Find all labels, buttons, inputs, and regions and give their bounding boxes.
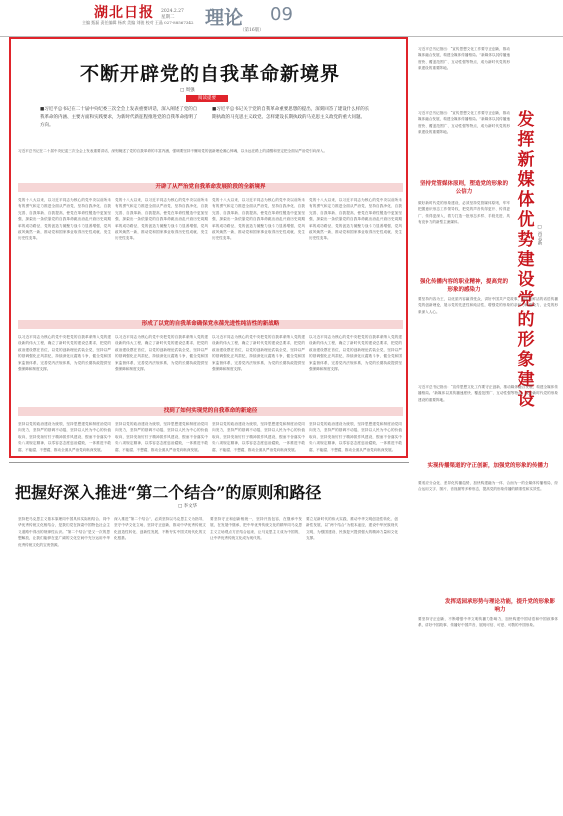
article-text-col: 坚持以党的政治建设为统领，坚持思想建党和制度治党同向发力，坚持严的基调不动摇，坚持以人民为中心的价值取向，坚持发扬钉钉子精神抓作风建设，锲而不舍落实中央八项规定精神，以零容忍态度惩治腐败，一体推进不敢腐、不能腐、不想腐，推动全面从严治党向纵深发展。 — [309, 422, 402, 452]
bottom-subheading: 发挥适园承形势与理论功能，提升党的形象影响力 — [445, 599, 556, 613]
bottom-text-col: 要坚持守正和创新相统一，坚持开放包容，在继承中发展，在发展中继承，把中华优秀传统文化的精华同马克思主义立场观点方法结合起来，让马克思主义成为中国的，让中华优秀传统文化成为现代的。 — [210, 517, 302, 541]
edition-label: （第16版） — [240, 28, 264, 33]
bottom-text-col: 要立足新时代的伟大实践，推动中华文明创造性转化、创新性发展，以“两个结合”为根本途径，建设中华民族现代文明，为强国建设、民族复兴提供强大的精神力量和文化支撑。 — [306, 517, 398, 541]
article-text-col: 党的十八大以来，以习近平同志为核心的党中央以前所未有的勇气和定力推进全面从严治党，坚持自我净化、自我完善、自我革新、自我提高，使党在革命性锻造中更加坚强，探索出一条依靠党的自我革命跳出治乱兴衰历史周期率的成功路径，党的创造力凝聚力战斗力显著增强，党风政风焕然一新，推动党和国家事业取得历史性成就、发生历史性变革。 — [18, 198, 111, 241]
bottom-right-text: 要坚持守正创新，不断增强中华文明传播力影响力，加快构建中国话语和中国叙事体系，讲好中国故事、传播好中国声音，展现可信、可爱、可敬的中国形象。 — [418, 617, 558, 628]
section-heading-3: 找到了如何实现党的自我革命的新途径 — [18, 407, 403, 416]
article-text-col: 坚持以党的政治建设为统领，坚持思想建党和制度治党同向发力，坚持严的基调不动摇，坚持以人民为中心的价值取向，坚持发扬钉钉子精神抓作风建设，锲而不舍落实中央八项规定精神，以零容忍态度惩治腐败，一体推进不敢腐、不能腐、不想腐，推动全面从严治党向纵深发展。 — [18, 422, 111, 452]
article-text-col: 以习近平同志为核心的党中央把党的自我革命纳入党的建设新的伟大工程，确立了新时代党的建设总要求，把党的政治建设摆在首位，以党的创新理论武装全党，坚持以严的基调强化正风肃纪，持续深化反腐败斗争，健全党和国家监督体系，完善党内法规体系，为党的长期执政提供坚强保障和制度支撑。 — [18, 335, 111, 372]
abstract-right: ■习近平总书记关于党的自我革命重要思想的提出，深刻回答了建设什么样的长期执政的马克思主义政党、怎样建设长期执政的马克思主义政党的重大问题。 — [212, 107, 370, 120]
masthead-info: 主编 甄磊 责任编辑 杨欢 美编 刘骏 校对 王晶 027-88567342 — [82, 20, 194, 25]
abstract-left: ■习近平总书记在二十届中央纪委三次全会上发表重要讲话，深入阐述了党的自我革命的内涵、主要方面和实践要求，为新时代新征程推进党的自我革命指明了方向。 — [40, 107, 198, 128]
sidebar-text: 习近平总书记指出：“宣传思想文化工作要守正创新，推动媒体融合发展，构建全媒体传播格局。”新媒体以其传播速度快、覆盖范围广、互动性强等特点，成为新时代党的形象建设的重要阵地。 — [418, 385, 558, 402]
article-text-col: 坚持以党的政治建设为统领，坚持思想建党和制度治党同向发力，坚持严的基调不动摇，坚持以人民为中心的价值取向，坚持发扬钉钉子精神抓作风建设，锲而不舍落实中央八项规定精神，以零容忍态度惩治腐败，一体推进不敢腐、不能腐、不想腐，推动全面从严治党向纵深发展。 — [115, 422, 208, 452]
section-name: 理论 — [205, 7, 244, 29]
section-heading-2: 形成了以党的自我革命确保党永葆先进性纯洁性的新战略 — [18, 320, 403, 329]
masthead: 湖北日报 — [94, 5, 154, 21]
page-number: 09 — [270, 4, 293, 25]
sidebar-subheading-1: 坚持党管媒体原则，塑造党的形象的公信力 — [419, 181, 508, 195]
sidebar-author: □ 肖志新 — [537, 225, 542, 245]
sidebar-text: 要坚持内容为王，以优质内容赢得受众，讲好中国共产党故事，用生动鲜活的话语传播党的创新理论，展示党的先进性和纯洁性，增强党的形象的亲和力和感染力，让党的形象深入人心。 — [418, 297, 558, 314]
section-divider — [9, 462, 409, 463]
sidebar-text: 做好新时代党的形象建设，必须坚持党管媒体原则，牢牢把握意识形态工作领导权，把党的声音传得更开、传得更广、传得更深入，着力打造一批形态多样、手段先进、具有竞争力的新型主流媒体。 — [418, 201, 510, 225]
article-text-col: 以习近平同志为核心的党中央把党的自我革命纳入党的建设新的伟大工程，确立了新时代党的建设总要求，把党的政治建设摆在首位，以党的创新理论武装全党，坚持以严的基调强化正风肃纪，持续深化反腐败斗争，健全党和国家监督体系，完善党内法规体系，为党的长期执政提供坚强保障和制度支撑。 — [309, 335, 402, 372]
bottom-text-col: 深入推进“第二个结合”，必须坚持以马克思主义为指导，坚守中华文化立场，坚持守正创新，推动中华优秀传统文化创造性转化、创新性发展，不断夯实中国式现代化的文化根基。 — [114, 517, 206, 541]
article-author-main: □ 周强 — [180, 88, 195, 93]
article-text-col: 以习近平同志为核心的党中央把党的自我革命纳入党的建设新的伟大工程，确立了新时代党的建设总要求，把党的政治建设摆在首位，以党的创新理论武装全党，坚持以严的基调强化正风肃纪，持续深化反腐败斗争，健全党和国家监督体系，完善党内法规体系，为党的长期执政提供坚强保障和制度支撑。 — [212, 335, 305, 372]
article-text-col: 以习近平同志为核心的党中央把党的自我革命纳入党的建设新的伟大工程，确立了新时代党的建设总要求，把党的政治建设摆在首位，以党的创新理论武装全党，坚持以严的基调强化正风肃纪，持续深化反腐败斗争，健全党和国家监督体系，完善党内法规体系，为党的长期执政提供坚强保障和制度支撑。 — [115, 335, 208, 372]
article-text-col: 党的十八大以来，以习近平同志为核心的党中央以前所未有的勇气和定力推进全面从严治党，坚持自我净化、自我完善、自我革新、自我提高，使党在革命性锻造中更加坚强，探索出一条依靠党的自我革命跳出治乱兴衰历史周期率的成功路径，党的创造力凝聚力战斗力显著增强，党风政风焕然一新，推动党和国家事业取得历史性成就、发生历史性变革。 — [212, 198, 305, 241]
summary-badge: 阅读提要 — [186, 95, 228, 102]
article-intro: 习近平总书记在二十届中央纪委三次全会上发表重要讲话，深刻阐述了党的自我革命的丰富内涵，强调要坚持不懈用党的创新理论凝心铸魂，以永远在路上的清醒和坚定把全面从严治党引向深入。 — [18, 149, 328, 153]
date-line-1: 2024.2.27 — [161, 9, 184, 14]
date-line-2: 星期二 — [161, 15, 175, 20]
article-text-col: 党的十八大以来，以习近平同志为核心的党中央以前所未有的勇气和定力推进全面从严治党，坚持自我净化、自我完善、自我革新、自我提高，使党在革命性锻造中更加坚强，探索出一条依靠党的自我革命跳出治乱兴衰历史周期率的成功路径，党的创造力凝聚力战斗力显著增强，党风政风焕然一新，推动党和国家事业取得历史性成就、发生历史性变革。 — [115, 198, 208, 241]
sidebar-text: 习近平总书记指出：“宣传思想文化工作要守正创新，推动媒体融合发展，构建全媒体传播格局。”新媒体以其传播速度快、覆盖范围广、互动性强等特点，成为新时代党的形象建设的重要阵地。 — [418, 111, 510, 135]
sidebar-vertical-title: 发挥新媒体优势建设党的形象建设 — [517, 110, 535, 410]
issue-date — [161, 9, 184, 21]
page-header — [0, 0, 563, 37]
sidebar-subheading-3: 实现传播渠道的守正创新，加强党的形象的传播力 — [427, 463, 549, 469]
bottom-text-col: 坚持把马克思主义基本原理同中国具体实际相结合、同中华优秀传统文化相结合，是我们党在探索中国特色社会主义道路中得出的规律性认识。“第二个结合”是又一次的思想解放，让我们能够在更广阔的文化空间中充分运用中华优秀传统文化的宝贵资源。 — [18, 517, 110, 547]
article-text-col: 党的十八大以来，以习近平同志为核心的党中央以前所未有的勇气和定力推进全面从严治党，坚持自我净化、自我完善、自我革新、自我提高，使党在革命性锻造中更加坚强，探索出一条依靠党的自我革命跳出治乱兴衰历史周期率的成功路径，党的创造力凝聚力战斗力显著增强，党风政风焕然一新，推动党和国家事业取得历史性成就、发生历史性变革。 — [309, 198, 402, 241]
sidebar-text: 习近平总书记指出：“宣传思想文化工作要守正创新，推动媒体融合发展，构建全媒体传播格局。”新媒体以其传播速度快、覆盖范围广、互动性强等特点，成为新时代党的形象建设的重要阵地。 — [418, 47, 510, 71]
sidebar-subheading-2: 强化传播内容的职业精神，提高党的形象的感染力 — [419, 279, 508, 293]
article-text-col: 坚持以党的政治建设为统领，坚持思想建党和制度治党同向发力，坚持严的基调不动摇，坚持以人民为中心的价值取向，坚持发扬钉钉子精神抓作风建设，锲而不舍落实中央八项规定精神，以零容忍态度惩治腐败，一体推进不敢腐、不能腐、不想腐，推动全面从严治党向纵深发展。 — [212, 422, 305, 452]
article-title-bottom: 把握好深入推进“第二个结合”的原则和路径 — [15, 483, 322, 502]
article-author-bottom: □ 李文华 — [178, 504, 198, 509]
section-heading-1: 开辟了从严治党自我革命发展阶段的全新境界 — [18, 183, 403, 192]
sidebar-text: 要适应分众化、差异化传播趋势，加快构建融为一体、合而为一的全媒体传播格局，综合运用文字、图片、音视频等多种形态，提高党的形象传播的精准性和实效性。 — [418, 481, 558, 492]
article-title-main: 不断开辟党的自我革命新境界 — [79, 63, 340, 85]
